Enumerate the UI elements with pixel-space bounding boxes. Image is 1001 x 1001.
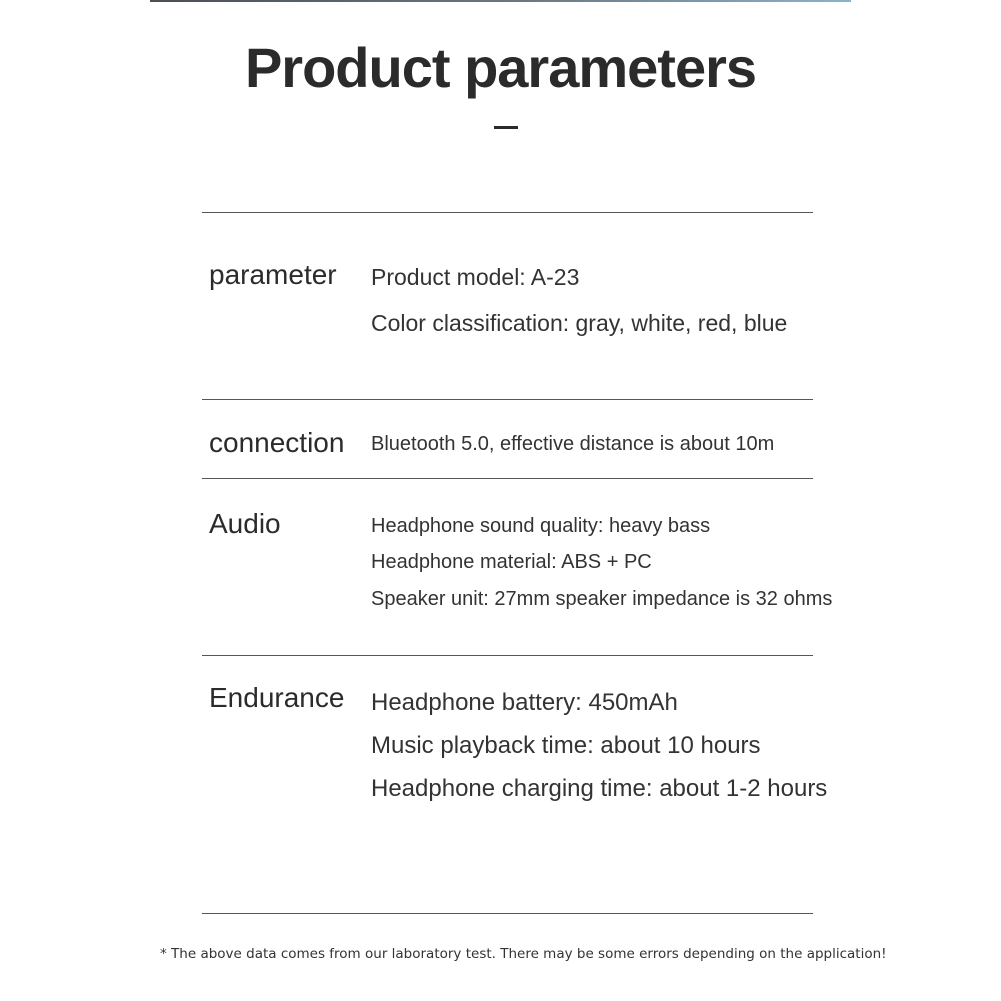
footnote-disclaimer: * The above data comes from our laboratory test. There may be some errors depending on the application! bbox=[160, 946, 887, 962]
audio-line-material: Headphone material: ABS + PC bbox=[371, 551, 652, 573]
title-underline-dash bbox=[494, 126, 518, 129]
connection-line-bluetooth: Bluetooth 5.0, effective distance is about 10m bbox=[371, 433, 775, 455]
divider-connection-audio bbox=[202, 478, 813, 479]
endurance-line-battery: Headphone battery: 450mAh bbox=[371, 689, 678, 716]
endurance-line-playback: Music playback time: about 10 hours bbox=[371, 732, 761, 759]
section-label-endurance: Endurance bbox=[209, 682, 345, 713]
section-label-parameter: parameter bbox=[209, 259, 337, 290]
top-accent-bar bbox=[150, 0, 851, 2]
endurance-line-charging: Headphone charging time: about 1-2 hours bbox=[371, 775, 828, 802]
audio-line-speaker-unit: Speaker unit: 27mm speaker impedance is 32 ohms bbox=[371, 588, 833, 610]
divider-parameter-connection bbox=[202, 399, 813, 400]
audio-line-sound-quality: Headphone sound quality: heavy bass bbox=[371, 515, 711, 537]
parameter-line-color: Color classification: gray, white, red, blue bbox=[371, 310, 788, 336]
section-label-connection: connection bbox=[209, 427, 345, 458]
page-title: Product parameters bbox=[244, 36, 757, 99]
divider-top bbox=[202, 212, 813, 213]
divider-audio-endurance bbox=[202, 655, 813, 656]
divider-bottom bbox=[202, 913, 813, 914]
section-label-audio: Audio bbox=[209, 508, 281, 539]
parameter-line-model: Product model: A-23 bbox=[371, 264, 580, 290]
